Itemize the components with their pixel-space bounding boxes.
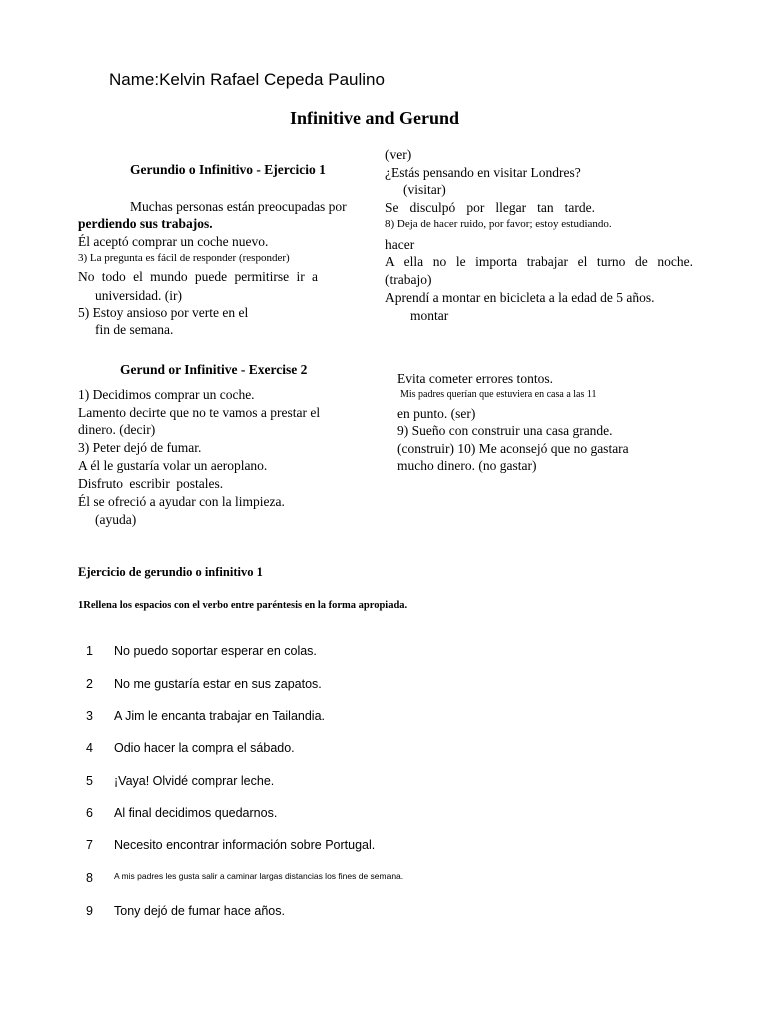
right1-line: ¿Estás pensando en visitar Londres? <box>385 165 581 180</box>
item-number: 7 <box>86 838 93 852</box>
ex2-line: dinero. (decir) <box>78 422 156 437</box>
ex1-line: fin de semana. <box>95 322 174 337</box>
item-text: ¡Vaya! Olvidé comprar leche. <box>114 774 275 788</box>
item-text: Al final decidimos quedarnos. <box>114 806 278 820</box>
ex2-line: Él se ofreció a ayudar con la limpieza. <box>78 494 285 509</box>
item-text: No puedo soportar esperar en colas. <box>114 644 317 658</box>
item-text: A mis padres les gusta salir a caminar largas distancias los fines de semana. <box>114 871 404 881</box>
ex1-line: universidad. (ir) <box>95 288 182 303</box>
right2-line: Mis padres querían que estuviera en casa a las 11 <box>400 389 597 400</box>
ex2-line: (ayuda) <box>95 512 137 527</box>
item-number: 6 <box>86 806 93 820</box>
item-text: A Jim le encanta trabajar en Tailandia. <box>114 709 326 723</box>
item-number: 8 <box>86 871 93 885</box>
right1-line: A ella no le importa trabajar el turno de noche. <box>385 254 693 269</box>
right2-line: mucho dinero. (no gastar) <box>397 458 537 473</box>
right1-line: hacer <box>385 237 415 252</box>
right2-line: (construir) 10) Me aconsejó que no gastara <box>397 441 629 456</box>
ex2-line: 1) Decidimos comprar un coche. <box>78 387 255 402</box>
item-number: 2 <box>86 677 93 691</box>
ex1-line: Muchas personas están preocupadas por <box>130 199 347 214</box>
right1-line: Aprendí a montar en bicicleta a la edad de 5 años. <box>385 290 655 305</box>
item-text: Tony dejó de fumar hace años. <box>114 904 285 918</box>
item-number: 3 <box>86 709 93 723</box>
ex2-line: A él le gustaría volar un aeroplano. <box>78 458 268 473</box>
exercise1-heading: Gerundio o Infinitivo - Ejercicio 1 <box>130 162 326 177</box>
right2-line: en punto. (ser) <box>397 406 476 421</box>
ex2-line: 3) Peter dejó de fumar. <box>78 440 202 455</box>
right1-line: (visitar) <box>403 182 446 197</box>
item-text: No me gustaría estar en sus zapatos. <box>114 677 322 691</box>
ex1-line: 3) La pregunta es fácil de responder (responder) <box>78 252 290 264</box>
right1-line: 8) Deja de hacer ruido, por favor; estoy estudiando. <box>385 218 612 230</box>
ex1-line: perdiendo sus trabajos. <box>78 216 213 231</box>
right2-line: Evita cometer errores tontos. <box>397 371 553 386</box>
item-number: 9 <box>86 904 93 918</box>
ex1-line: No todo el mundo puede permitirse ir a <box>78 269 318 284</box>
right2-line: 9) Sueño con construir una casa grande. <box>397 423 613 438</box>
right1-line: Se disculpó por llegar tan tarde. <box>385 200 595 215</box>
exercise3-instruction: 1Rellena los espacios con el verbo entre paréntesis en la forma apropiada. <box>78 600 408 611</box>
right1-line: (ver) <box>385 147 412 162</box>
item-number: 5 <box>86 774 93 788</box>
right1-line: montar <box>410 308 449 323</box>
exercise3-heading: Ejercicio de gerundio o infinitivo 1 <box>78 565 263 579</box>
ex1-line: Él aceptó comprar un coche nuevo. <box>78 234 269 249</box>
item-number: 1 <box>86 644 93 658</box>
right1-line: (trabajo) <box>385 272 432 287</box>
page-title: Infinitive and Gerund <box>290 108 460 128</box>
student-name: Name:Kelvin Rafael Cepeda Paulino <box>109 70 385 89</box>
item-text: Odio hacer la compra el sábado. <box>114 741 295 755</box>
ex1-line: 5) Estoy ansioso por verte en el <box>78 305 249 320</box>
ex2-line: Lamento decirte que no te vamos a prestar el <box>78 405 321 420</box>
ex2-line: Disfruto escribir postales. <box>78 476 224 491</box>
item-text: Necesito encontrar información sobre Portugal. <box>114 838 376 852</box>
item-number: 4 <box>86 741 93 755</box>
exercise2-heading: Gerund or Infinitive - Exercise 2 <box>120 362 308 377</box>
